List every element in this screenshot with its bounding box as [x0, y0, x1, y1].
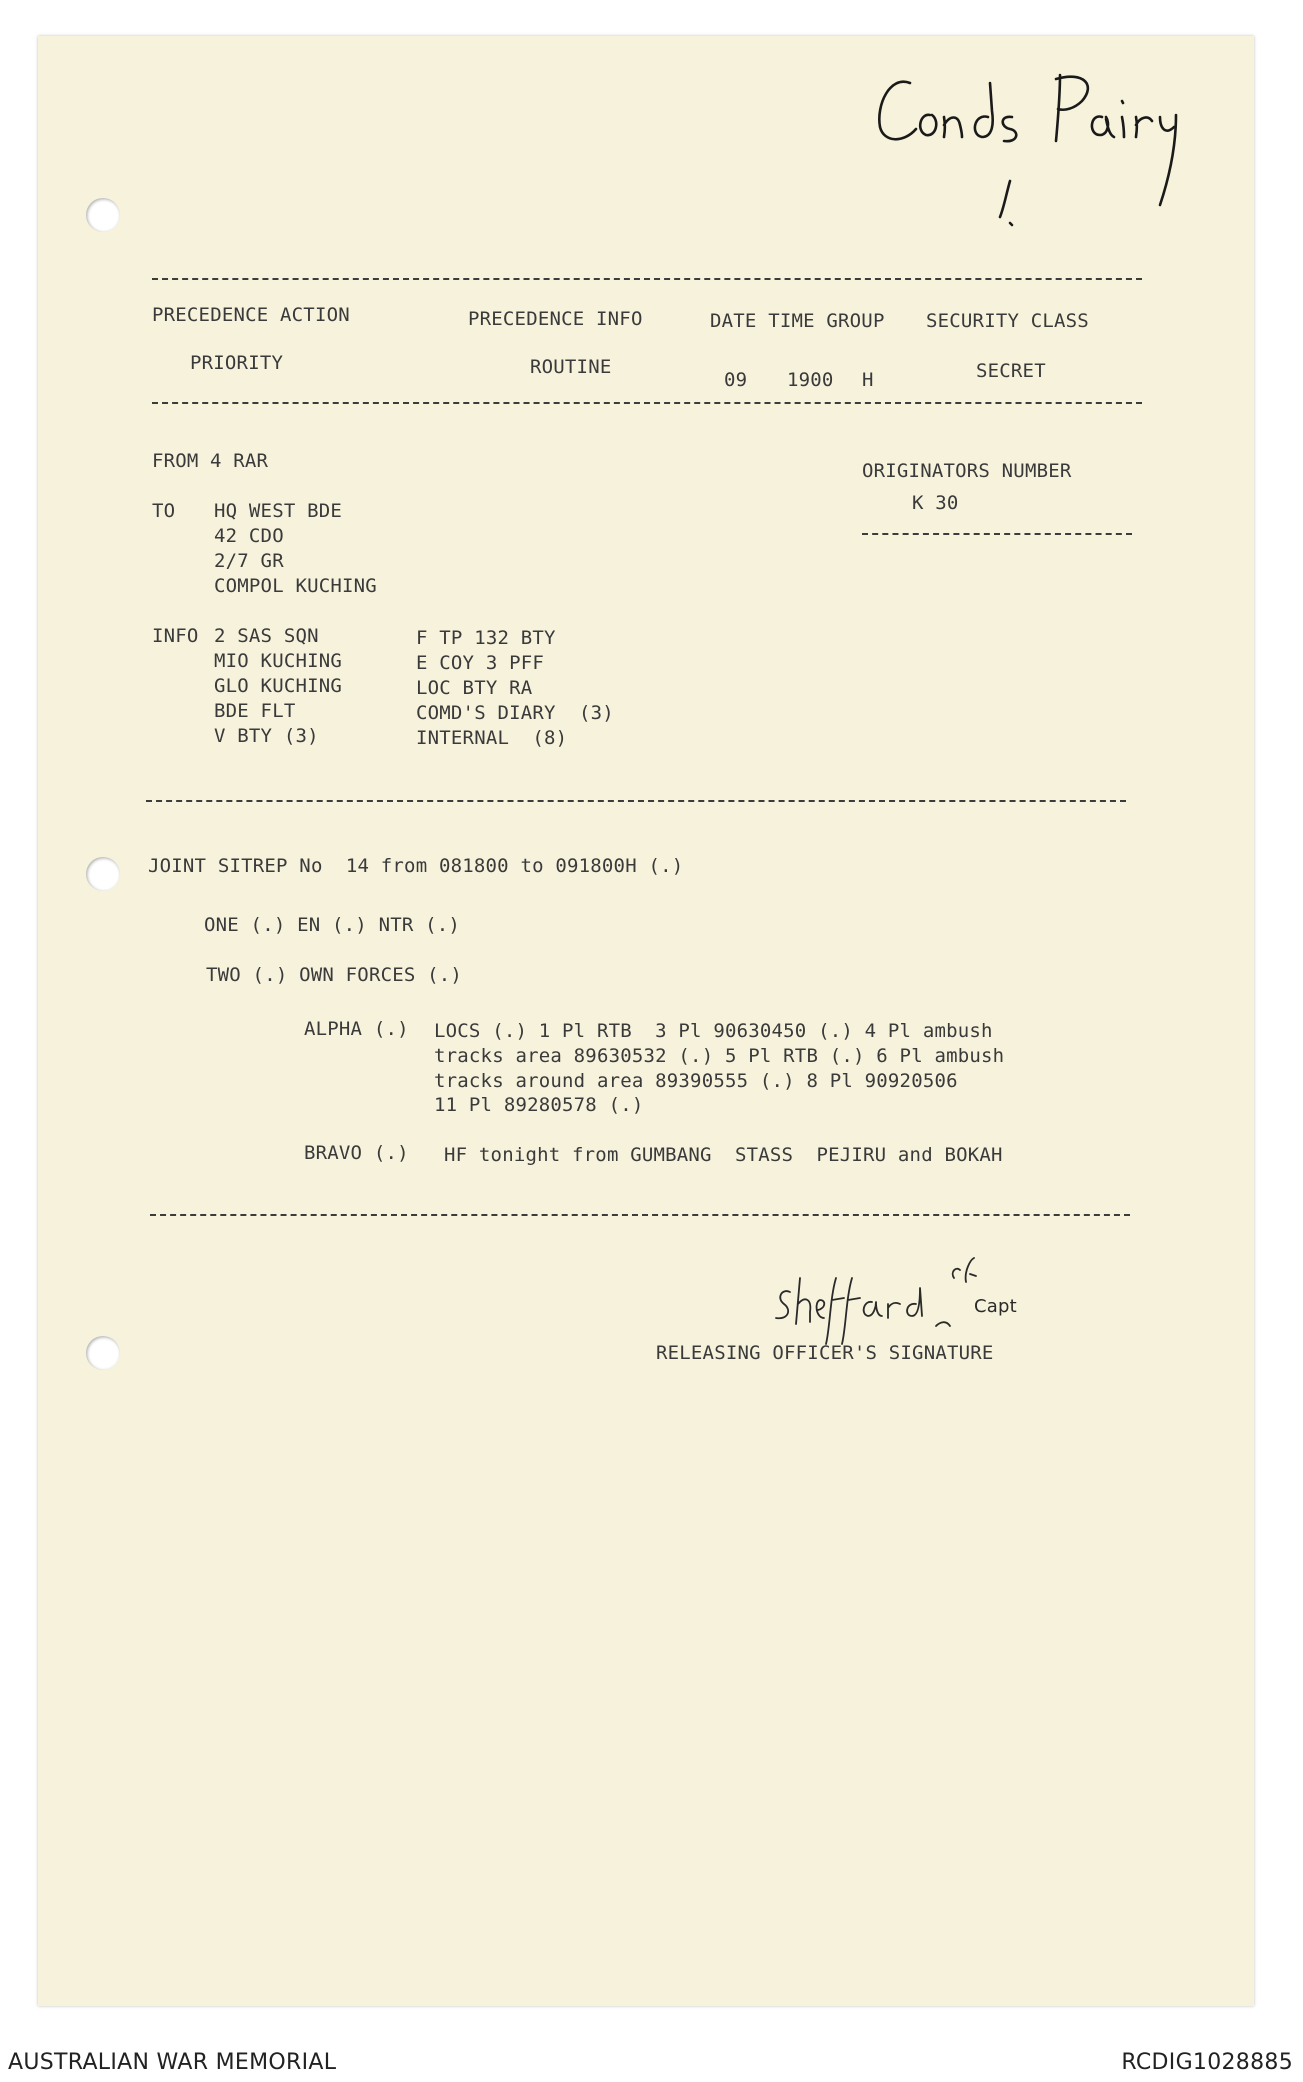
handwritten-annotation	[870, 55, 1190, 225]
from-label: FROM	[152, 450, 199, 472]
alpha-line: 11 Pl 89280578 (.)	[434, 1094, 644, 1116]
info-label: INFO	[152, 625, 199, 647]
signature-name-text	[770, 1300, 863, 1322]
bravo-text: HF tonight from GUMBANG STASS PEJIRU and BOKAH	[444, 1144, 1003, 1166]
punch-hole-top	[86, 198, 120, 232]
precedence-info-label: PRECEDENCE INFO	[468, 308, 643, 330]
precedence-action-value: PRIORITY	[190, 352, 284, 374]
dtg-label: DATE TIME GROUP	[710, 310, 885, 332]
originators-number-value: K 30	[912, 492, 959, 514]
security-class-label: SECURITY CLASS	[926, 310, 1089, 332]
to-recipient: 42 CDO	[214, 525, 284, 547]
info-recipient: V BTY (3)	[214, 725, 319, 747]
to-recipient: HQ WEST BDE	[214, 500, 343, 522]
precedence-action-label: PRECEDENCE ACTION	[152, 304, 350, 326]
alpha-line: tracks area 89630532 (.) 5 Pl RTB (.) 6 Pl ambush	[434, 1045, 1005, 1067]
info-recipient: COMD'S DIARY (3)	[416, 702, 614, 724]
originator-rule	[862, 533, 1132, 535]
info-recipient: INTERNAL (8)	[416, 727, 568, 749]
security-class-value: SECRET	[976, 360, 1046, 382]
info-recipient: BDE FLT	[214, 700, 296, 722]
address-bottom-rule	[146, 800, 1126, 802]
header-bottom-rule	[152, 402, 1142, 404]
info-recipient: GLO KUCHING	[214, 675, 343, 697]
punch-hole-middle	[86, 857, 120, 891]
to-recipient: 2/7 GR	[214, 550, 284, 572]
alpha-line: tracks around area 89390555 (.) 8 Pl 90920506	[434, 1070, 958, 1092]
header-top-rule	[152, 278, 1142, 280]
bravo-label: BRAVO (.)	[304, 1142, 409, 1164]
dtg-time: 1900	[787, 369, 834, 391]
sitrep-title: JOINT SITREP No 14 from 081800 to 091800H (.)	[148, 855, 684, 877]
info-recipient: MIO KUCHING	[214, 650, 343, 672]
info-recipient: LOC BTY RA	[416, 677, 533, 699]
alpha-label: ALPHA (.)	[304, 1018, 409, 1040]
to-label: TO	[152, 500, 176, 522]
footer-source: AUSTRALIAN WAR MEMORIAL	[8, 2050, 337, 2075]
alpha-line: LOCS (.) 1 Pl RTB 3 Pl 90630450 (.) 4 Pl ambush	[434, 1020, 993, 1042]
info-recipient: E COY 3 PFF	[416, 652, 545, 674]
punch-hole-bottom	[86, 1336, 120, 1370]
body-bottom-rule	[150, 1214, 1130, 1216]
from-value: 4 RAR	[210, 450, 269, 472]
signature-rank: Capt	[974, 1296, 1017, 1317]
originators-number-label: ORIGINATORS NUMBER	[862, 460, 1072, 482]
precedence-info-value: ROUTINE	[530, 356, 612, 378]
footer-id: RCDIG1028885	[1121, 2050, 1293, 2075]
item-two: TWO (.) OWN FORCES (.)	[206, 964, 463, 986]
info-recipient: F TP 132 BTY	[416, 627, 556, 649]
releasing-officer-label: RELEASING OFFICER'S SIGNATURE	[656, 1342, 994, 1364]
dtg-day: 09	[724, 369, 748, 391]
info-recipient: 2 SAS SQN	[214, 625, 319, 647]
item-one: ONE (.) EN (.) NTR (.)	[204, 914, 461, 936]
dtg-zone: H	[862, 369, 874, 391]
to-recipient: COMPOL KUCHING	[214, 575, 377, 597]
